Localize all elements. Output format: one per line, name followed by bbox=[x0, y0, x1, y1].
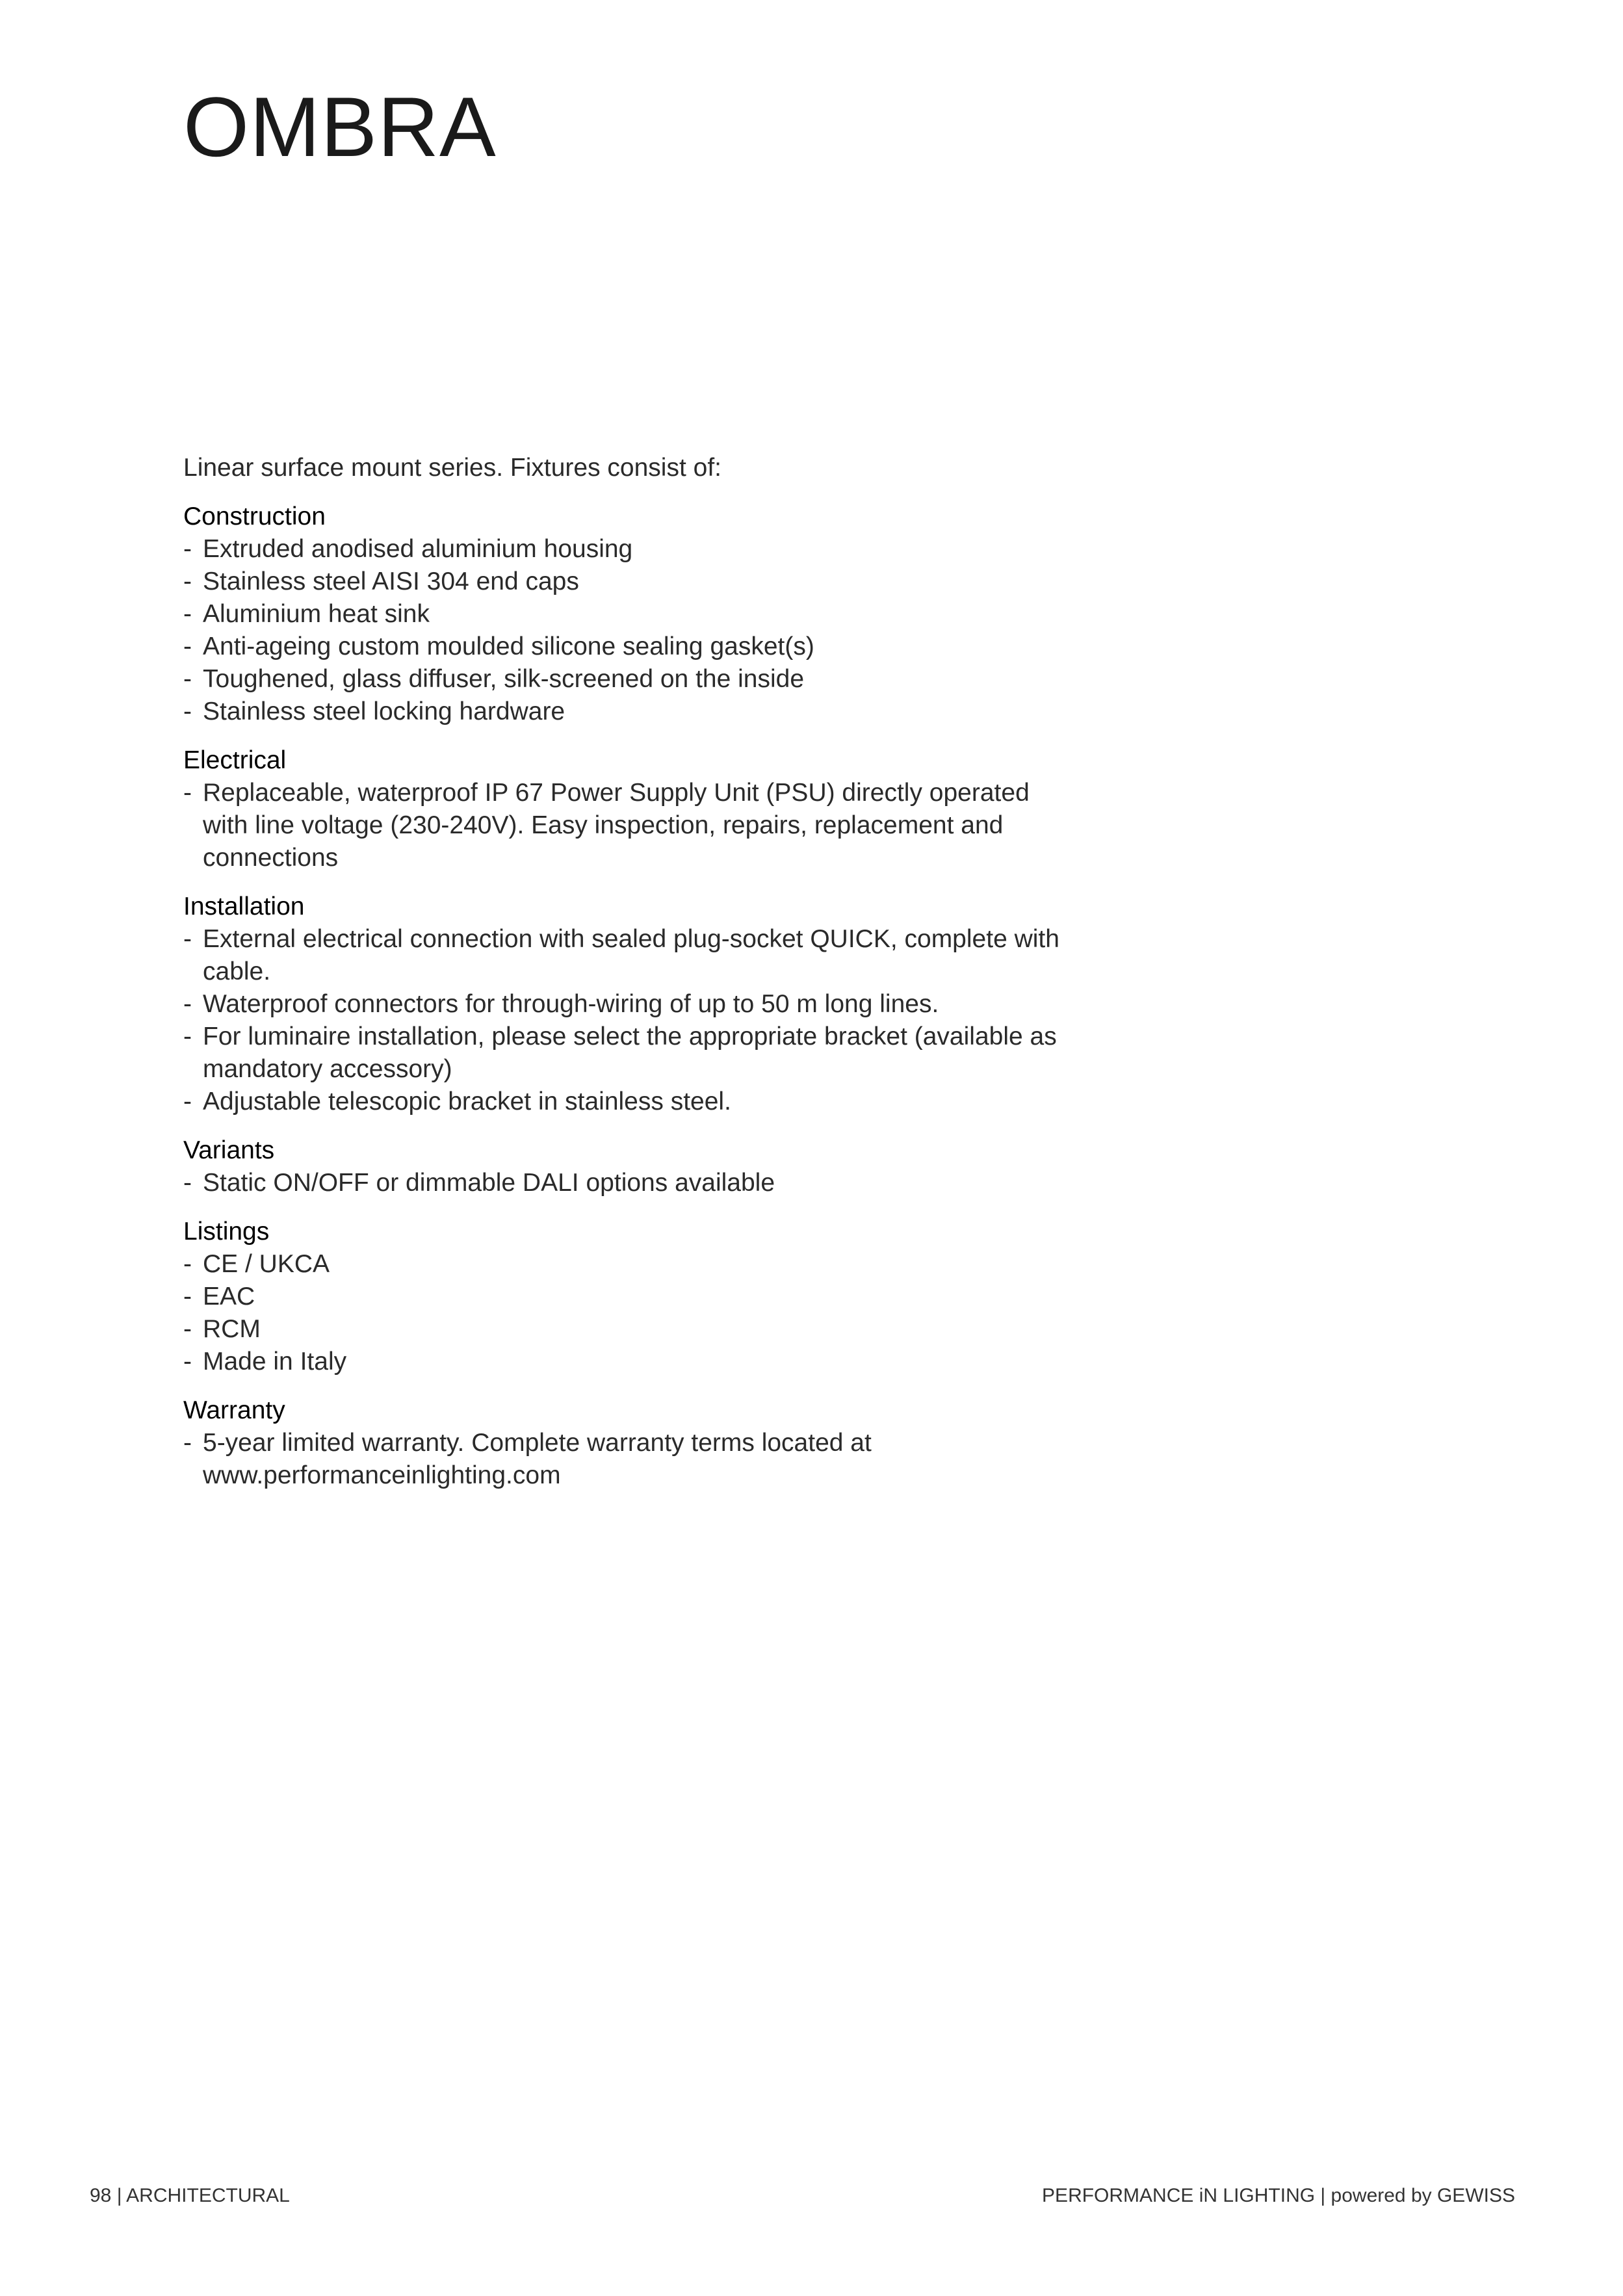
page-title: OMBRA bbox=[183, 79, 497, 174]
list-item: - Made in Italy bbox=[183, 1348, 347, 1376]
footer-brand: PERFORMANCE iN LIGHTING | powered by GEWISS bbox=[1042, 2185, 1515, 2206]
item-list bbox=[183, 777, 1061, 874]
section-heading: Electrical bbox=[183, 746, 287, 774]
item-list bbox=[183, 1427, 1061, 1492]
section-heading: Installation bbox=[183, 893, 305, 920]
list-item: - Aluminium heat sink bbox=[183, 600, 430, 628]
list-item: - External electrical connection with sealed plug-socket QUICK, complete with cable. bbox=[183, 925, 1059, 985]
section-construction bbox=[183, 501, 1061, 728]
item-list bbox=[183, 533, 1061, 728]
section-installation bbox=[183, 891, 1061, 1118]
section-heading: Construction bbox=[183, 502, 326, 530]
list-item: - Stainless steel locking hardware bbox=[183, 698, 565, 725]
section-heading: Variants bbox=[183, 1136, 275, 1164]
intro-text: Linear surface mount series. Fixtures consist of: bbox=[183, 454, 722, 482]
section-electrical bbox=[183, 744, 1061, 874]
item-list bbox=[183, 1248, 1061, 1378]
list-item: - Adjustable telescopic bracket in stainless steel. bbox=[183, 1088, 731, 1115]
section-listings bbox=[183, 1216, 1061, 1378]
section-variants bbox=[183, 1134, 1061, 1199]
section-heading: Warranty bbox=[183, 1396, 285, 1424]
list-item: - Toughened, glass diffuser, silk-screened on the inside bbox=[183, 665, 805, 693]
list-item: - CE / UKCA bbox=[183, 1250, 330, 1278]
item-list bbox=[183, 923, 1061, 1118]
list-item: - Stainless steel AISI 304 end caps bbox=[183, 567, 579, 595]
section-heading: Listings bbox=[183, 1218, 270, 1246]
list-item: - RCM bbox=[183, 1315, 261, 1343]
list-item: - Waterproof connectors for through-wiring of up to 50 m long lines. bbox=[183, 990, 939, 1018]
list-item: - For luminaire installation, please select the appropriate bracket (available as mandatory accessory) bbox=[183, 1023, 1057, 1083]
list-item: - EAC bbox=[183, 1283, 255, 1311]
list-item: - Extruded anodised aluminium housing bbox=[183, 535, 633, 563]
list-item: - Replaceable, waterproof IP 67 Power Supply Unit (PSU) directly operated with line voltage (230-240V). Easy inspection, repairs, replacement and connections bbox=[183, 779, 1030, 872]
list-item: - Static ON/OFF or dimmable DALI options available bbox=[183, 1169, 775, 1197]
footer-page-number: 98 | ARCHITECTURAL bbox=[90, 2185, 290, 2206]
item-list bbox=[183, 1167, 1061, 1199]
list-item: - Anti-ageing custom moulded silicone sealing gasket(s) bbox=[183, 633, 814, 660]
list-item: - 5-year limited warranty. Complete warranty terms located at www.performanceinlighting.com bbox=[183, 1429, 872, 1489]
spec-content bbox=[183, 452, 1061, 1508]
section-warranty bbox=[183, 1394, 1061, 1492]
